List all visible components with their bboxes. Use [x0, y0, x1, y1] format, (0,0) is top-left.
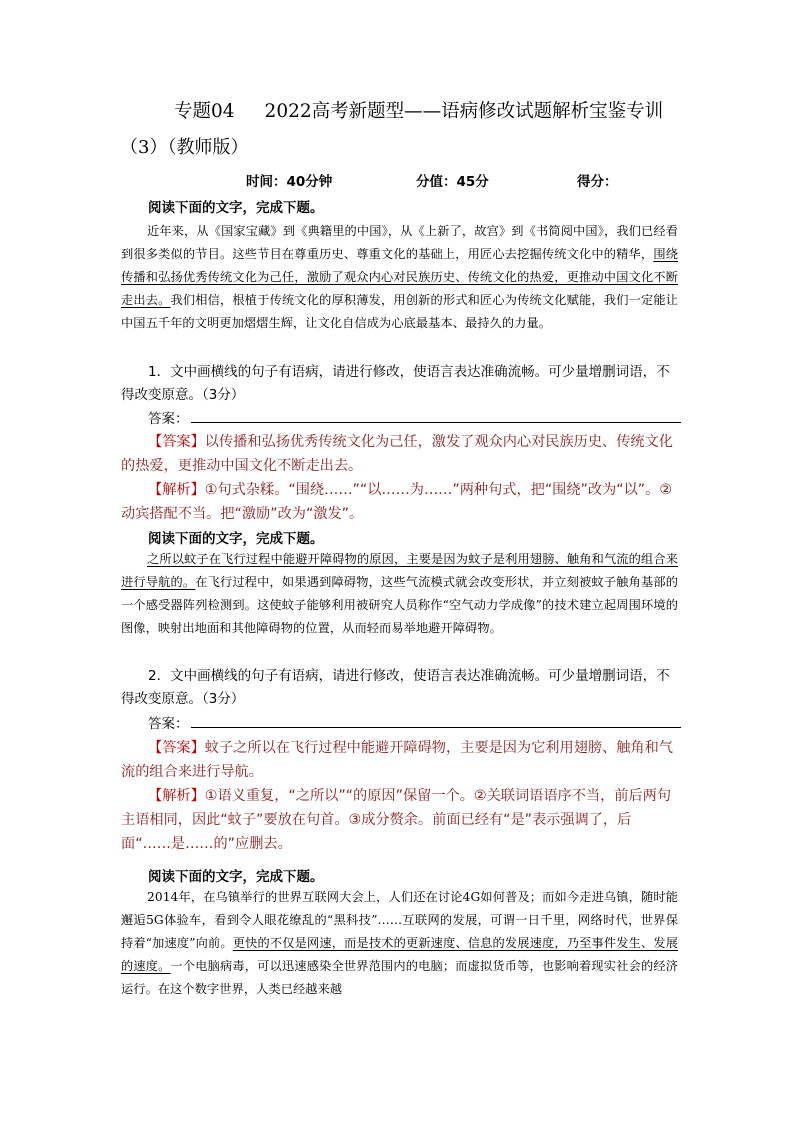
answer-2: [121, 736, 677, 856]
answer-underline: [191, 421, 681, 423]
passage-text: 在飞行过程中，如果遇到障碍物，这些气流模式就会改变形状，并立刻被蚊子触角基部的一个感受器阵列检测到。这使蚊子能够利用被研究人员称作“空气动力学成像”的技术建立起周围环境的图像，映射出地面和其他障碍物的位置，从而轻而易举地避开障碍物。: [121, 575, 678, 635]
topic-number: 专题04: [174, 101, 235, 122]
question-1: [121, 361, 676, 407]
section-2-heading: 阅读下面的文字，完成下题。: [148, 531, 324, 547]
answer-2-field[interactable]: [148, 712, 681, 732]
section-2-passage: [121, 548, 678, 640]
title-main: 2022高考新题型——语病修改试题解析宝鉴专训: [264, 101, 664, 122]
section-3-heading: 阅读下面的文字，完成下题。: [148, 869, 324, 885]
question-2: [121, 665, 676, 711]
document-title: [174, 97, 663, 123]
score-field: 得分：: [577, 174, 618, 190]
question-text: 2．文中画横线的句子有语病，请进行修改，使语言表达准确流畅。可少量增删词语，不得改变原意。（3分）: [121, 668, 670, 707]
answer-1-field[interactable]: [148, 407, 681, 427]
question-text: 1．文中画横线的句子有语病，请进行修改，使语言表达准确流畅。可少量增删词语，不得改变原意。（3分）: [121, 364, 670, 403]
passage-text: 我们相信，根植于传统文化的厚积薄发，用创新的形式和匠心为传统文化赋能，我们一定能让中国五千年的文明更加熠熠生辉，让文化自信成为心底最基本、最持久的力量。: [121, 293, 678, 330]
answer-text: 蚊子之所以在飞行过程中能避开障碍物，主要是因为它利用翅膀、触角和气流的组合来进行导航。: [121, 740, 673, 780]
document-subtitle: （3）（教师版）: [120, 137, 249, 158]
analysis-text: ①句式杂糅。“围绕……”“以……为……”两种句式，把“围绕”改为“以”。②动宾搭配不当。把“激励”改为“激发”。: [121, 482, 673, 522]
underlined-sentence: 围绕传播和弘扬优秀传统文化为己任，激励了观众内心对民族历史、传统文化的热爱，更推动中国文化不断走出去。: [121, 247, 678, 307]
passage-text: 近年来，从《国家宝藏》到《典籍里的中国》，从《上新了，故宫》到《书简阅中国》，我们已经看到很多类似的节目。这些节目在尊重历史、尊重文化的基础上，用匠心去挖掘传统文化中的精华，: [121, 224, 678, 261]
total-score: 分值：45分: [416, 174, 489, 190]
answer-prompt: 答案：: [148, 716, 189, 732]
answer-prompt: 答案：: [148, 411, 189, 427]
time-limit: 时间：40分钟: [246, 174, 333, 190]
underlined-sentence: 更快的不仅是网速，而是技术的更新速度、信息的发展速度，乃至事件发生、发展的速度。: [121, 936, 678, 973]
section-1-passage: [121, 220, 678, 335]
section-1-heading: 阅读下面的文字，完成下题。: [148, 200, 324, 216]
analysis-tag: 【解析】: [148, 788, 205, 804]
answer-tag: 【答案】: [148, 434, 205, 450]
analysis-text: ①语义重复，“之所以”“的原因”保留一个。②关联词语语序不当，前后两句主语相同，因此“蚊子”要放在句首。③成分赘余。前面已经有“是”表示强调了，后面“……是……的”应删去。: [121, 788, 672, 852]
underlined-sentence: 之所以蚊子在飞行过程中能避开障碍物的原因，主要是因为蚊子是利用翅膀、触角和气流的组合来进行导航的。: [121, 552, 678, 589]
section-3-passage: [121, 886, 678, 1001]
answer-underline: [191, 726, 681, 728]
answer-1: [121, 430, 677, 526]
answer-text: 以传播和弘扬优秀传统文化为己任，激发了观众内心对民族历史、传统文化的热爱，更推动中国文化不断走出去。: [121, 434, 673, 474]
passage-text: 2014年，在乌镇举行的世界互联网大会上，人们还在讨论4G如何普及；而如今走进乌镇，随时能邂逅5G体验车，看到令人眼花缭乱的“黑科技”……互联网的发展，可谓一日千里，网络时代，世界保持着“加速度”向前。: [121, 890, 678, 950]
answer-tag: 【答案】: [148, 740, 205, 756]
passage-text: 一个电脑病毒，可以迅速感染全世界范围内的电脑；而虚拟货币等，也影响着现实社会的经济运行。在这个数字世界，人类已经越来越: [121, 959, 678, 996]
analysis-tag: 【解析】: [148, 482, 205, 498]
